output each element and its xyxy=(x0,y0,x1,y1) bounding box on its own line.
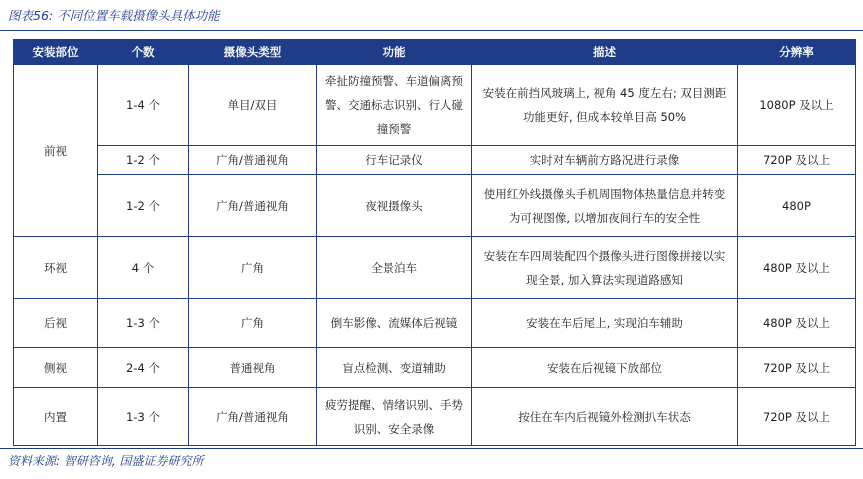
header-camera-type: 摄像头类型 xyxy=(189,40,317,65)
cell-position-side: 侧视 xyxy=(14,348,98,388)
table-row xyxy=(14,146,856,175)
cell-type: 广角/普通视角 xyxy=(189,388,317,446)
camera-function-table xyxy=(13,39,856,446)
cell-type: 普通视角 xyxy=(189,348,317,388)
cell-resolution: 480P 及以上 xyxy=(738,237,856,299)
header-count: 个数 xyxy=(98,40,189,65)
table-row xyxy=(14,237,856,299)
cell-description: 安装在车四周装配四个摄像头进行图像拼接以实现全景, 加入算法实现道路感知 xyxy=(472,237,738,299)
table-row xyxy=(14,65,856,146)
cell-type: 广角/普通视角 xyxy=(189,146,317,175)
cell-resolution: 720P 及以上 xyxy=(738,146,856,175)
cell-type: 广角 xyxy=(189,237,317,299)
figure-title: 图表56: 不同位置车载摄像头具体功能 xyxy=(8,8,220,23)
cell-type: 广角/普通视角 xyxy=(189,175,317,237)
cell-resolution: 720P 及以上 xyxy=(738,388,856,446)
cell-function: 疲劳提醒、情绪识别、手势识别、安全录像 xyxy=(317,388,472,446)
cell-description: 安装在前挡风玻璃上, 视角 45 度左右; 双目测距功能更好, 但成本较单目高 50% xyxy=(472,65,738,146)
cell-resolution: 480P 及以上 xyxy=(738,299,856,348)
cell-description: 按住在车内后视镜外检测扒车状态 xyxy=(472,388,738,446)
cell-function: 夜视摄像头 xyxy=(317,175,472,237)
header-resolution: 分辨率 xyxy=(738,40,856,65)
cell-resolution: 720P 及以上 xyxy=(738,348,856,388)
cell-description: 实时对车辆前方路况进行录像 xyxy=(472,146,738,175)
cell-function: 全景泊车 xyxy=(317,237,472,299)
cell-resolution: 480P xyxy=(738,175,856,237)
cell-function: 行车记录仪 xyxy=(317,146,472,175)
bottom-rule xyxy=(0,448,863,449)
table-row xyxy=(14,348,856,388)
cell-count: 1-2 个 xyxy=(98,146,189,175)
cell-type: 单目/双目 xyxy=(189,65,317,146)
header-description: 描述 xyxy=(472,40,738,65)
cell-position-surround: 环视 xyxy=(14,237,98,299)
table-row xyxy=(14,175,856,237)
table-header-row xyxy=(14,40,856,65)
table-row xyxy=(14,299,856,348)
cell-description: 使用红外线摄像头手机周围物体热量信息并转变为可视图像, 以增加夜间行车的安全性 xyxy=(472,175,738,237)
cell-count: 1-3 个 xyxy=(98,299,189,348)
cell-count: 1-4 个 xyxy=(98,65,189,146)
cell-description: 安装在后视镜下放部位 xyxy=(472,348,738,388)
cell-count: 1-3 个 xyxy=(98,388,189,446)
cell-position-rear: 后视 xyxy=(14,299,98,348)
cell-resolution: 1080P 及以上 xyxy=(738,65,856,146)
cell-type: 广角 xyxy=(189,299,317,348)
cell-count: 2-4 个 xyxy=(98,348,189,388)
cell-count: 4 个 xyxy=(98,237,189,299)
cell-function: 盲点检测、变道辅助 xyxy=(317,348,472,388)
header-position: 安装部位 xyxy=(14,40,98,65)
cell-count: 1-2 个 xyxy=(98,175,189,237)
table-row xyxy=(14,388,856,446)
top-rule xyxy=(0,30,863,31)
cell-function: 倒车影像、流媒体后视镜 xyxy=(317,299,472,348)
header-function: 功能 xyxy=(317,40,472,65)
cell-function: 牵扯防撞预警、车道偏离预警、交通标志识别、行人碰撞预警 xyxy=(317,65,472,146)
source-note: 资料来源: 智研咨询, 国盛证券研究所 xyxy=(8,454,204,468)
cell-position-interior: 内置 xyxy=(14,388,98,446)
cell-description: 安装在车后尾上, 实现泊车辅助 xyxy=(472,299,738,348)
cell-position-front: 前视 xyxy=(14,65,98,237)
